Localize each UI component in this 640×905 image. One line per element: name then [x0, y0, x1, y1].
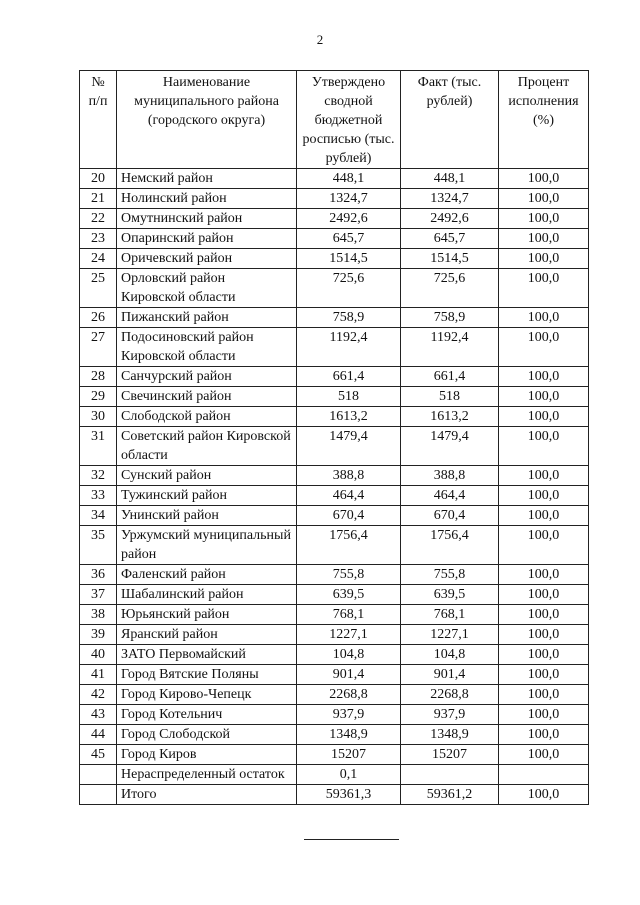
budget-execution-table — [79, 70, 589, 805]
table-row — [80, 645, 589, 665]
cell-approved: 1192,4 — [297, 328, 401, 367]
cell-approved: 15207 — [297, 745, 401, 765]
cell-num: 25 — [80, 269, 117, 308]
page-number: 2 — [316, 32, 324, 47]
cell-percent: 100,0 — [499, 427, 589, 466]
cell-name: Шабалинский район — [117, 585, 297, 605]
cell-approved: 2268,8 — [297, 685, 401, 705]
table-row — [80, 605, 589, 625]
table-row — [80, 565, 589, 585]
cell-num: 31 — [80, 427, 117, 466]
cell-percent: 100,0 — [499, 705, 589, 725]
cell-percent: 100,0 — [499, 685, 589, 705]
table-row — [80, 169, 589, 189]
cell-fact: 670,4 — [401, 506, 499, 526]
table-row — [80, 705, 589, 725]
cell-fact: 1756,4 — [401, 526, 499, 565]
cell-name: Уржумский муниципальный район — [117, 526, 297, 565]
cell-percent: 100,0 — [499, 229, 589, 249]
table-row — [80, 387, 589, 407]
cell-name: Город Киров — [117, 745, 297, 765]
cell-num: 38 — [80, 605, 117, 625]
cell-percent: 100,0 — [499, 249, 589, 269]
cell-num — [80, 765, 117, 785]
table-row — [80, 765, 589, 785]
cell-approved: 725,6 — [297, 269, 401, 308]
cell-percent: 100,0 — [499, 367, 589, 387]
table-row — [80, 506, 589, 526]
cell-name: Омутнинский район — [117, 209, 297, 229]
cell-fact — [401, 765, 499, 785]
cell-fact: 15207 — [401, 745, 499, 765]
cell-percent: 100,0 — [499, 625, 589, 645]
cell-percent: 100,0 — [499, 506, 589, 526]
cell-name: Город Котельнич — [117, 705, 297, 725]
table-row — [80, 427, 589, 466]
table-row — [80, 189, 589, 209]
cell-fact: 758,9 — [401, 308, 499, 328]
table-row — [80, 249, 589, 269]
cell-approved: 758,9 — [297, 308, 401, 328]
cell-num: 40 — [80, 645, 117, 665]
table-row — [80, 585, 589, 605]
cell-fact: 1479,4 — [401, 427, 499, 466]
cell-percent: 100,0 — [499, 387, 589, 407]
cell-approved: 2492,6 — [297, 209, 401, 229]
cell-approved: 1348,9 — [297, 725, 401, 745]
cell-num: 43 — [80, 705, 117, 725]
cell-name: Город Слободской — [117, 725, 297, 745]
cell-fact: 1227,1 — [401, 625, 499, 645]
cell-percent: 100,0 — [499, 209, 589, 229]
cell-percent: 100,0 — [499, 565, 589, 585]
cell-name: Опаринский район — [117, 229, 297, 249]
cell-percent: 100,0 — [499, 645, 589, 665]
header-percent: Процент исполнения (%) — [499, 71, 589, 169]
cell-approved: 639,5 — [297, 585, 401, 605]
cell-approved: 104,8 — [297, 645, 401, 665]
cell-percent: 100,0 — [499, 526, 589, 565]
cell-name: Сунский район — [117, 466, 297, 486]
cell-percent: 100,0 — [499, 725, 589, 745]
cell-approved: 518 — [297, 387, 401, 407]
cell-name: Пижанский район — [117, 308, 297, 328]
cell-approved: 901,4 — [297, 665, 401, 685]
cell-fact: 937,9 — [401, 705, 499, 725]
table-row — [80, 367, 589, 387]
table-body — [80, 169, 589, 805]
cell-name: Орловский район Кировской области — [117, 269, 297, 308]
cell-num: 36 — [80, 565, 117, 585]
cell-name: Город Вятские Поляны — [117, 665, 297, 685]
cell-fact: 104,8 — [401, 645, 499, 665]
cell-approved: 1479,4 — [297, 427, 401, 466]
cell-fact: 1514,5 — [401, 249, 499, 269]
cell-approved: 937,9 — [297, 705, 401, 725]
table-row — [80, 308, 589, 328]
cell-percent: 100,0 — [499, 189, 589, 209]
cell-percent: 100,0 — [499, 585, 589, 605]
table-row — [80, 486, 589, 506]
cell-approved: 661,4 — [297, 367, 401, 387]
cell-fact: 2492,6 — [401, 209, 499, 229]
cell-approved: 1324,7 — [297, 189, 401, 209]
table-header-row — [80, 71, 589, 169]
header-name: Наименование муниципального района (городского округа) — [117, 71, 297, 169]
cell-approved: 1613,2 — [297, 407, 401, 427]
cell-approved: 448,1 — [297, 169, 401, 189]
table-row — [80, 466, 589, 486]
cell-num: 44 — [80, 725, 117, 745]
table-row — [80, 725, 589, 745]
cell-name: Санчурский район — [117, 367, 297, 387]
cell-percent: 100,0 — [499, 169, 589, 189]
cell-num: 26 — [80, 308, 117, 328]
cell-name: Унинский район — [117, 506, 297, 526]
cell-fact: 448,1 — [401, 169, 499, 189]
cell-fact: 1348,9 — [401, 725, 499, 745]
cell-num: 29 — [80, 387, 117, 407]
cell-name: Советский район Кировской области — [117, 427, 297, 466]
cell-approved: 1756,4 — [297, 526, 401, 565]
table-row — [80, 269, 589, 308]
bottom-divider-line — [304, 839, 399, 840]
cell-approved: 388,8 — [297, 466, 401, 486]
cell-name: Итого — [117, 785, 297, 805]
cell-percent: 100,0 — [499, 466, 589, 486]
cell-name: Свечинский район — [117, 387, 297, 407]
header-fact: Факт (тыс. рублей) — [401, 71, 499, 169]
cell-percent: 100,0 — [499, 269, 589, 308]
cell-fact: 901,4 — [401, 665, 499, 685]
cell-name: Яранский район — [117, 625, 297, 645]
cell-name: Город Кирово-Чепецк — [117, 685, 297, 705]
cell-percent: 100,0 — [499, 665, 589, 685]
cell-name: Нолинский район — [117, 189, 297, 209]
cell-fact: 639,5 — [401, 585, 499, 605]
cell-approved: 670,4 — [297, 506, 401, 526]
cell-num — [80, 785, 117, 805]
cell-num: 28 — [80, 367, 117, 387]
cell-num: 41 — [80, 665, 117, 685]
cell-num: 30 — [80, 407, 117, 427]
cell-percent: 100,0 — [499, 308, 589, 328]
cell-name: Тужинский район — [117, 486, 297, 506]
cell-fact: 1192,4 — [401, 328, 499, 367]
table-row — [80, 328, 589, 367]
table-row — [80, 625, 589, 645]
cell-num: 21 — [80, 189, 117, 209]
cell-name: Фаленский район — [117, 565, 297, 585]
header-approved: Утверждено сводной бюджетной росписью (тыс. рублей) — [297, 71, 401, 169]
cell-fact: 755,8 — [401, 565, 499, 585]
cell-approved: 464,4 — [297, 486, 401, 506]
cell-percent — [499, 765, 589, 785]
cell-approved: 59361,3 — [297, 785, 401, 805]
cell-fact: 59361,2 — [401, 785, 499, 805]
cell-num: 35 — [80, 526, 117, 565]
header-num: № п/п — [80, 71, 117, 169]
cell-fact: 464,4 — [401, 486, 499, 506]
cell-fact: 725,6 — [401, 269, 499, 308]
cell-percent: 100,0 — [499, 605, 589, 625]
table-row — [80, 526, 589, 565]
cell-num: 32 — [80, 466, 117, 486]
cell-num: 45 — [80, 745, 117, 765]
cell-approved: 0,1 — [297, 765, 401, 785]
cell-fact: 2268,8 — [401, 685, 499, 705]
cell-name: Нераспределенный остаток — [117, 765, 297, 785]
cell-approved: 645,7 — [297, 229, 401, 249]
table-row — [80, 745, 589, 765]
cell-num: 37 — [80, 585, 117, 605]
cell-fact: 645,7 — [401, 229, 499, 249]
cell-name: Слободской район — [117, 407, 297, 427]
cell-name: Оричевский район — [117, 249, 297, 269]
cell-percent: 100,0 — [499, 745, 589, 765]
cell-approved: 768,1 — [297, 605, 401, 625]
cell-name: Юрьянский район — [117, 605, 297, 625]
cell-name: Подосиновский район Кировской области — [117, 328, 297, 367]
cell-num: 42 — [80, 685, 117, 705]
cell-approved: 1514,5 — [297, 249, 401, 269]
cell-num: 34 — [80, 506, 117, 526]
cell-percent: 100,0 — [499, 785, 589, 805]
cell-num: 33 — [80, 486, 117, 506]
cell-percent: 100,0 — [499, 407, 589, 427]
cell-name: Немский район — [117, 169, 297, 189]
cell-num: 20 — [80, 169, 117, 189]
cell-num: 27 — [80, 328, 117, 367]
cell-approved: 755,8 — [297, 565, 401, 585]
table-row — [80, 785, 589, 805]
cell-num: 22 — [80, 209, 117, 229]
cell-percent: 100,0 — [499, 328, 589, 367]
table-row — [80, 407, 589, 427]
cell-name: ЗАТО Первомайский — [117, 645, 297, 665]
cell-fact: 768,1 — [401, 605, 499, 625]
cell-num: 24 — [80, 249, 117, 269]
table-row — [80, 209, 589, 229]
cell-fact: 1613,2 — [401, 407, 499, 427]
table-row — [80, 665, 589, 685]
cell-percent: 100,0 — [499, 486, 589, 506]
cell-fact: 661,4 — [401, 367, 499, 387]
cell-num: 39 — [80, 625, 117, 645]
table-row — [80, 229, 589, 249]
cell-fact: 388,8 — [401, 466, 499, 486]
cell-fact: 1324,7 — [401, 189, 499, 209]
cell-num: 23 — [80, 229, 117, 249]
cell-fact: 518 — [401, 387, 499, 407]
table-row — [80, 685, 589, 705]
cell-approved: 1227,1 — [297, 625, 401, 645]
